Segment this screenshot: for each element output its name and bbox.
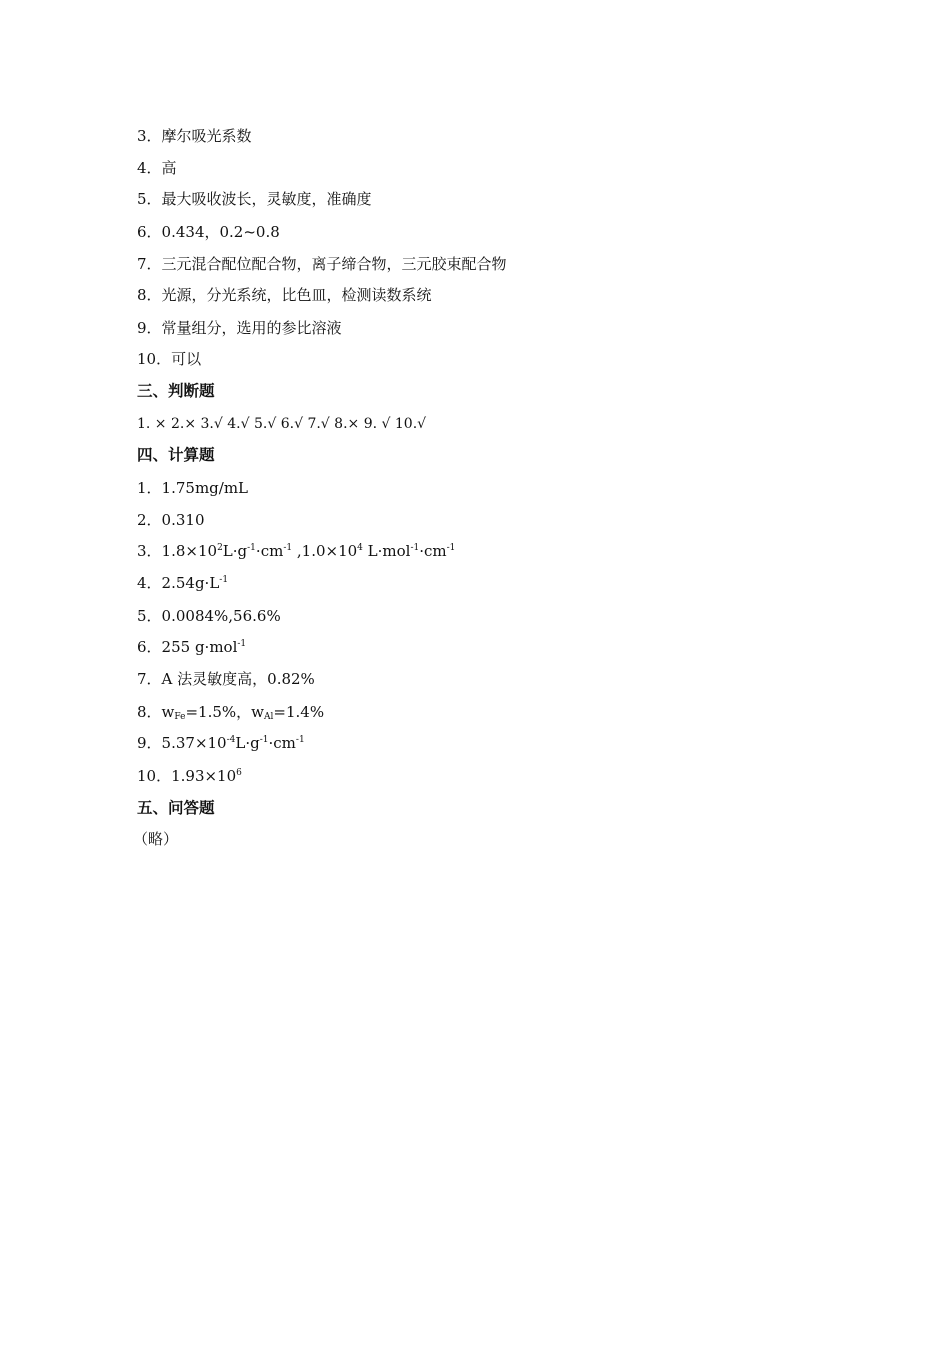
item-number: 9． xyxy=(137,734,162,752)
exponent: 2 xyxy=(217,543,223,553)
answer-text: 高 xyxy=(161,159,177,177)
fill-in-answer-10 xyxy=(137,349,201,369)
value-part: 1.93×10 xyxy=(171,767,237,785)
unit-part: L·g xyxy=(235,734,260,752)
unit-part: L·g xyxy=(222,542,248,560)
fill-in-answer-6 xyxy=(137,222,280,242)
symbol: w xyxy=(251,703,265,721)
answer-text: 0.434，0.2~0.8 xyxy=(161,223,280,241)
fill-in-answer-4 xyxy=(137,158,177,178)
value-part: 1.8×10 xyxy=(161,542,218,560)
answer-text: 0.0084%,56.6% xyxy=(161,607,281,625)
symbol: w xyxy=(161,703,175,721)
calc-answer-2 xyxy=(137,510,205,530)
unit-part: ·cm xyxy=(419,542,447,560)
item-number: 6． xyxy=(137,638,162,656)
answer-text: 光源，分光系统，比色皿，检测读数系统 xyxy=(161,286,432,304)
fill-in-answer-8 xyxy=(137,285,432,305)
calc-answer-5 xyxy=(137,606,281,626)
item-number: 10． xyxy=(137,350,172,368)
exponent: -1 xyxy=(446,543,456,553)
exponent: 6 xyxy=(236,768,242,778)
section-heading-qa: 五、问答题 xyxy=(137,798,215,817)
calc-answer-8 xyxy=(137,702,324,722)
item-number: 4． xyxy=(137,159,162,177)
fill-in-answer-5 xyxy=(137,189,372,209)
calc-answer-4 xyxy=(137,573,228,593)
item-number: 10． xyxy=(137,767,172,785)
answer-text: 1.75mg/mL xyxy=(161,479,249,497)
item-number: 8． xyxy=(137,286,162,304)
answer-text: A 法灵敏度高，0.82% xyxy=(161,670,315,688)
subscript: Al xyxy=(264,712,274,722)
fill-in-answer-3 xyxy=(137,126,252,146)
item-number: 3． xyxy=(137,127,162,145)
value-part: 2.54g·L xyxy=(161,574,220,592)
exponent: -4 xyxy=(226,735,236,745)
item-number: 2． xyxy=(137,511,162,529)
item-number: 1． xyxy=(137,479,162,497)
fill-in-answer-9 xyxy=(137,318,342,338)
value-part: =1.4% xyxy=(273,703,325,721)
exponent: -1 xyxy=(410,543,420,553)
answer-text: 常量组分，选用的参比溶液 xyxy=(161,319,342,337)
item-number: 6． xyxy=(137,223,162,241)
unit-part: ·cm xyxy=(255,542,284,560)
exponent: -1 xyxy=(219,575,229,585)
qa-answer: （略） xyxy=(133,830,179,848)
item-number: 4． xyxy=(137,574,162,592)
answer-text: 三元混合配位配合物，离子缔合物，三元胶束配合物 xyxy=(161,255,507,273)
true-false-answers: 1. × 2.× 3.√ 4.√ 5.√ 6.√ 7.√ 8.× 9. √ 10.√ xyxy=(137,416,427,432)
exponent: -1 xyxy=(247,543,256,553)
value-part: ,1.0×10 xyxy=(292,542,358,560)
exponent: 4 xyxy=(357,543,363,553)
unit-part: ·cm xyxy=(268,734,296,752)
subscript: Fe xyxy=(174,712,186,722)
calc-answer-10 xyxy=(137,766,242,786)
value-part: 255 g·mol xyxy=(161,638,238,656)
item-number: 8． xyxy=(137,703,162,721)
unit-part: L·mol xyxy=(362,542,411,560)
answer-text: 0.310 xyxy=(161,511,205,529)
exponent: -1 xyxy=(259,735,269,745)
item-number: 3． xyxy=(137,542,162,560)
item-number: 7． xyxy=(137,255,162,273)
item-number: 7． xyxy=(137,670,162,688)
item-number: 5． xyxy=(137,190,162,208)
calc-answer-3 xyxy=(137,541,455,561)
calc-answer-9 xyxy=(137,733,305,753)
section-heading-true-false: 三、判断题 xyxy=(137,381,215,400)
calc-answer-6 xyxy=(137,637,246,657)
value-part: =1.5%， xyxy=(185,703,252,721)
calc-answer-7 xyxy=(137,669,315,689)
item-number: 9． xyxy=(137,319,162,337)
answer-text: 最大吸收波长，灵敏度，准确度 xyxy=(161,190,372,208)
calc-answer-1 xyxy=(137,478,248,498)
exponent: -1 xyxy=(283,543,293,553)
item-number: 5． xyxy=(137,607,162,625)
value-part: 5.37×10 xyxy=(161,734,227,752)
fill-in-answer-7 xyxy=(137,254,507,274)
exponent: -1 xyxy=(295,735,305,745)
answer-text: 可以 xyxy=(171,350,202,368)
answer-text: 摩尔吸光系数 xyxy=(161,127,252,145)
exponent: -1 xyxy=(237,639,247,649)
section-heading-calculation: 四、计算题 xyxy=(137,445,215,464)
